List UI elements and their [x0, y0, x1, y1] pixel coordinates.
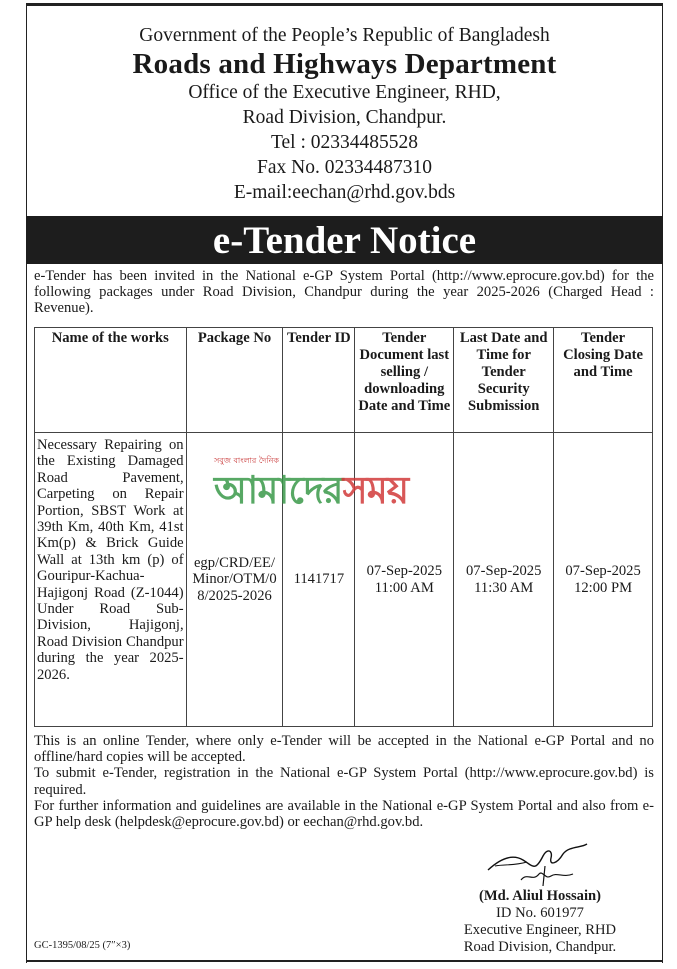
bottom-border	[26, 960, 663, 962]
signatory-name: (Md. Aliul Hossain)	[478, 888, 602, 904]
closing-date: 07-Sep-2025	[565, 563, 641, 580]
intro-paragraph: e-Tender has been invited in the National e-GP System Portal (http://www.eprocure.gov.bd) for the following packages under Road Division, Chandpur during the year 2025-2026 (Charged Head : Revenue).	[34, 268, 654, 316]
watermark-tagline: সবুজ বাংলার দৈনিক	[214, 456, 279, 465]
header-tender-id: Tender ID	[283, 328, 355, 433]
newspaper-watermark	[214, 455, 464, 515]
watermark-word-2: সময়	[342, 468, 409, 512]
tender-table	[34, 327, 653, 727]
handwritten-signature	[483, 836, 593, 888]
government-line: Government of the People’s Republic of Bangladesh	[139, 25, 550, 46]
cell-works: Necessary Repairing on the Existing Damaged Road Pavement, Carpeting on Repair Portion, SBST Work at 39th Km, 40th Km, 41st Km(p) & Brick Guide Wall at 13th km (p) of Gouripur-Kachua-Hajigonj Road (Z-1044) Under Road Sub-Division, Hajigonj, Road Division Chandpur during the year 2025-2026.	[35, 433, 187, 727]
header-name-of-works: Name of the works	[35, 328, 187, 433]
fax-line: Fax No. 02334487310	[257, 157, 432, 178]
notes-section	[34, 733, 654, 830]
watermark-logo	[214, 461, 408, 525]
package-number: egp/CRD/EE/Minor/OTM/08/2025-2026	[192, 554, 277, 604]
header-security-submission: Last Date and Time for Tender Security Submission	[454, 328, 554, 433]
closing-time: 12:00 PM	[574, 579, 633, 596]
cell-closing	[554, 433, 653, 727]
note-online-only: This is an online Tender, where only e-Tender will be accepted in the National e-GP Portal and no offline/hard copies will be accepted.	[34, 733, 654, 766]
doc-selling-time: 11:00 AM	[374, 579, 434, 596]
cell-tender-id: 1141717	[283, 433, 355, 727]
signatory-designation: Executive Engineer, RHD	[463, 922, 617, 938]
division-line: Road Division, Chandpur.	[242, 107, 447, 128]
department-title: Roads and Highways Department	[132, 48, 557, 80]
cell-security	[454, 433, 554, 727]
table-header-row	[35, 328, 653, 433]
watermark-word-1: আমাদের	[214, 468, 343, 512]
signatory-office: Road Division, Chandpur.	[463, 939, 617, 955]
notice-header	[26, 24, 663, 205]
notice-banner: e-Tender Notice	[26, 216, 663, 264]
email-line: E-mail:eechan@rhd.gov.bds	[233, 182, 456, 203]
note-further-info: For further information and guidelines are available in the National e-GP System Portal and also from e-GP help desk (helpdesk@eprocure.gov.bd) or eechan@rhd.gov.bd.	[34, 797, 654, 831]
security-date: 07-Sep-2025	[466, 563, 542, 580]
signatory-block	[440, 888, 640, 956]
header-doc-selling: Tender Document last selling / downloading Date and Time	[355, 328, 454, 433]
tel-line: Tel : 02334485528	[270, 132, 419, 153]
note-registration: To submit e-Tender, registration in the National e-GP System Portal (http://www.eprocure.gov.bd) is required.	[34, 765, 654, 798]
header-closing-date: Tender Closing Date and Time	[554, 328, 653, 433]
header-package-no: Package No	[186, 328, 283, 433]
doc-selling-date: 07-Sep-2025	[366, 563, 442, 580]
security-time: 11:30 AM	[474, 579, 534, 596]
signatory-id: ID No. 601977	[496, 905, 584, 921]
reference-code: GC-1395/08/25 (7″×3)	[34, 940, 131, 951]
office-line: Office of the Executive Engineer, RHD,	[188, 82, 501, 103]
